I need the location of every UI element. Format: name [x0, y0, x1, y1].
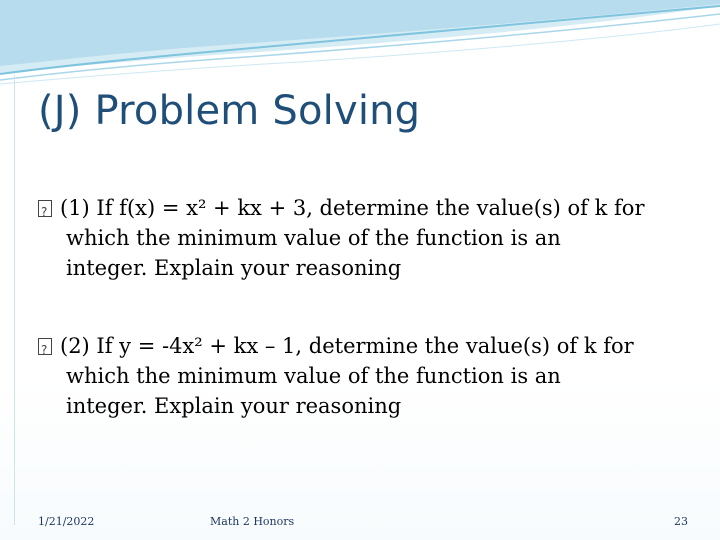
- left-margin-rule: [14, 75, 15, 525]
- bullet-icon: [38, 338, 52, 355]
- slide-title: (J) Problem Solving: [38, 88, 421, 134]
- problem-item-2: [38, 331, 698, 421]
- problem-1-line-2: which the minimum value of the function is an: [66, 226, 561, 250]
- footer-page-number: 23: [674, 515, 688, 528]
- header-wave-decoration: [0, 0, 720, 90]
- footer-date: 1/21/2022: [38, 515, 95, 528]
- problem-1-line-3: integer. Explain your reasoning: [66, 256, 402, 280]
- problem-2-line-2: which the minimum value of the function is an: [66, 364, 561, 388]
- problem-item-1: [38, 193, 698, 283]
- problem-1-line-1: (1) If f(x) = x² + kx + 3, determine the value(s) of k for: [60, 196, 645, 220]
- footer-course: Math 2 Honors: [210, 515, 295, 528]
- problem-2-line-1: (2) If y = -4x² + kx – 1, determine the value(s) of k for: [60, 334, 634, 358]
- problem-2-line-3: integer. Explain your reasoning: [66, 394, 402, 418]
- bullet-icon: [38, 200, 52, 217]
